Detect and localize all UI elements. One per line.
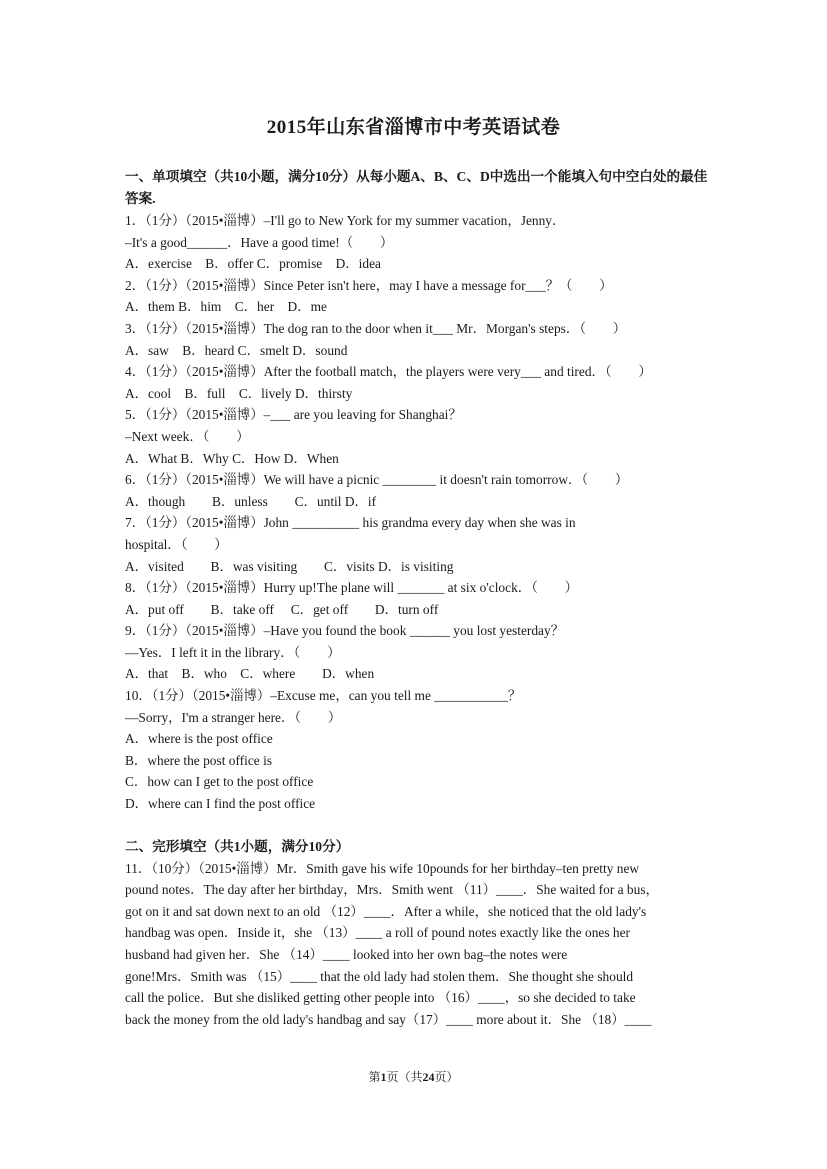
question-line: 2．（1分）（2015•淄博）Since Peter isn't here，may I have a message for___？（ ） xyxy=(125,277,613,293)
question-line: A．What B．Why C．How D．When xyxy=(125,450,339,466)
question-line: ––Yes．I left it in the library．（ ） xyxy=(125,644,341,660)
question-line: 4．（1分）（2015•淄博）After the football match，the players were very___ and tired．（ ） xyxy=(125,364,652,380)
question-line: A．though B．unless C．until D．if xyxy=(125,493,377,509)
question-line: hospital．（ ） xyxy=(125,536,228,552)
question-line: 7．（1分）（2015•淄博）John __________ his grandma every day when she was in xyxy=(125,515,576,531)
passage-line: got on it and sat down next to an old （12）____．After a while，she noticed that the old lady's xyxy=(125,903,647,919)
question-line: A．cool B．full C．lively D．thirsty xyxy=(125,385,353,401)
question-line: A．visited B．was visiting C．visits D．is visiting xyxy=(125,558,454,574)
exam-title: 2015年山东省淄博市中考英语试卷 xyxy=(266,117,561,138)
passage-line: gone!Mrs．Smith was （15）____ that the old lady had stolen them．She thought she should xyxy=(125,968,634,984)
section2-passage xyxy=(125,858,715,1031)
footer-suffix: 页） xyxy=(434,1070,459,1084)
section1-questions xyxy=(125,210,715,815)
passage-line: husband had given her．She （14）____ looked into her own bag–the notes were xyxy=(125,947,568,962)
question-line: A．them B．him C．her D．me xyxy=(125,299,327,315)
question-line: 1．（1分）（2015•淄博）–I'll go to New York for my summer vacation，Jenny． xyxy=(125,213,566,228)
question-line: ––Sorry，I'm a stranger here．（ ） xyxy=(125,709,342,725)
question-line: C．how can I get to the post office xyxy=(125,774,314,790)
question-line: A．saw B．heard C．smelt D．sound xyxy=(125,342,348,358)
question-line: A．exercise B．offer C．promise D．idea xyxy=(125,256,381,272)
question-line: 5．（1分）（2015•淄博）–___ are you leaving for Shanghai？ xyxy=(125,407,462,423)
footer-middle: 页（共 xyxy=(386,1070,423,1084)
question-line: –It's a good______．Have a good time!（ ） xyxy=(125,234,394,250)
question-line: B．where the post office is xyxy=(125,752,273,768)
section-spacer xyxy=(125,815,715,836)
passage-line: call the police．But she disliked getting other people into （16）____，so she decided to take xyxy=(125,990,636,1006)
question-line: A．put off B．take off C．get off D．turn off xyxy=(125,601,439,617)
footer-prefix: 第 xyxy=(368,1070,381,1084)
passage-line: back the money from the old lady's handbag and say（17）____ more about it．She （18）____ xyxy=(125,1011,652,1027)
passage-line: handbag was open．Inside it，she （13）____ a roll of pound notes exactly like the ones her xyxy=(125,925,631,941)
question-line: 6．（1分）（2015•淄博）We will have a picnic ________ it doesn't rain tomorrow．（ ） xyxy=(125,472,629,488)
question-line: 10．（1分）（2015•淄博）–Excuse me，can you tell me ___________？ xyxy=(125,688,522,704)
section2-heading: 二、完形填空（共1小题，满分10分） xyxy=(125,838,350,854)
question-line: 8．（1分）（2015•淄博）Hurry up!The plane will _______ at six o'clock．（ ） xyxy=(125,580,579,596)
passage-line: pound notes．The day after her birthday，Mrs．Smith went （11）____．She waited for a bus， xyxy=(125,882,659,898)
page-footer xyxy=(0,1068,827,1085)
question-line: D．where can I find the post office xyxy=(125,796,316,812)
footer-total-pages: 24 xyxy=(422,1070,435,1084)
question-line: –Next week．（ ） xyxy=(125,428,250,444)
footer-page-number: 1 xyxy=(380,1070,387,1084)
question-line: A．where is the post office xyxy=(125,731,273,747)
passage-line: 11．（10分）（2015•淄博）Mr．Smith gave his wife 10pounds for her birthday–ten pretty new xyxy=(125,860,640,876)
document-body xyxy=(125,166,715,1030)
question-line: A．that B．who C．where D．when xyxy=(125,666,375,682)
section1-heading: 一、单项填空（共10小题，满分10分）从每小题A、B、C、D中选出一个能填入句中空白处的最佳答案. xyxy=(125,169,708,206)
question-line: 9．（1分）（2015•淄博）–Have you found the book ______ you lost yesterday？ xyxy=(125,623,565,639)
question-line: 3．（1分）（2015•淄博）The dog ran to the door when it___ Mr．Morgan's steps．（ ） xyxy=(125,320,627,336)
